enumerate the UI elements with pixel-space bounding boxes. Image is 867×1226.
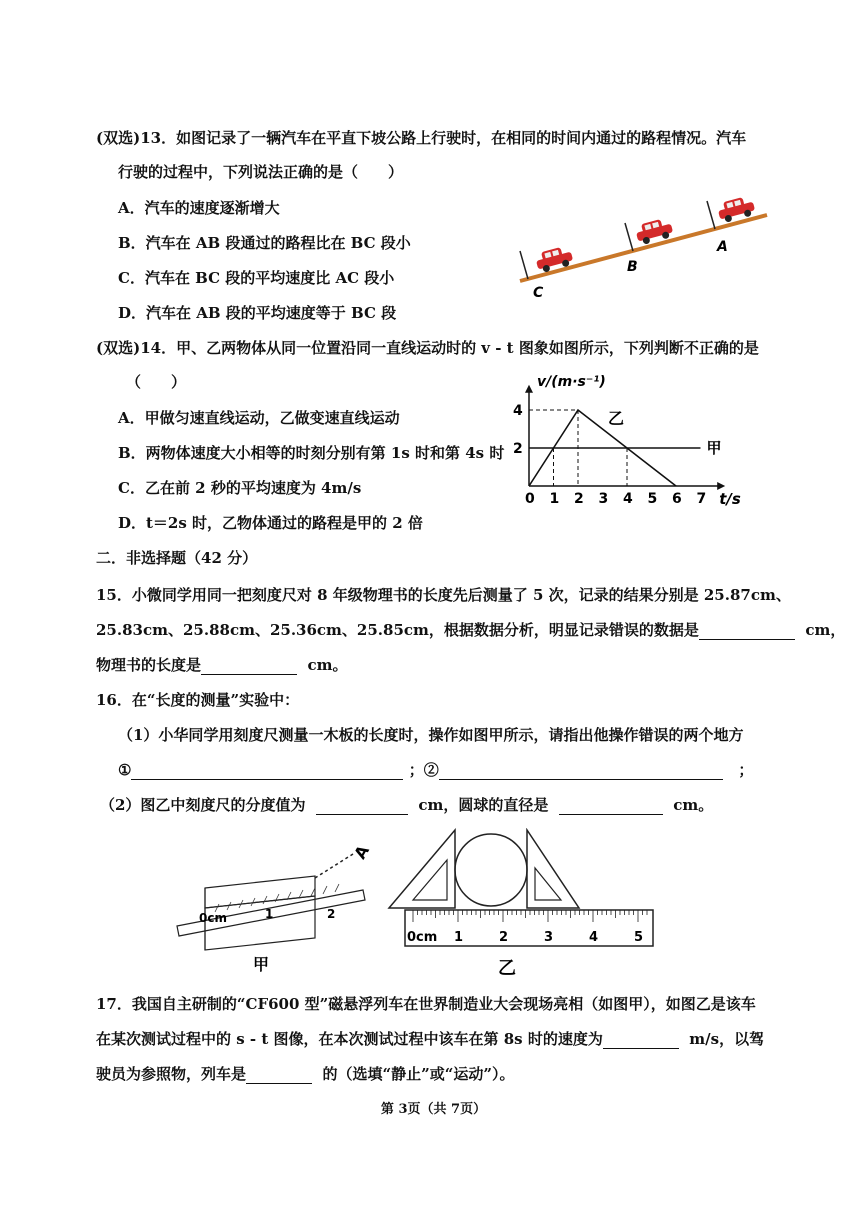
x-tick-label-3: 3 <box>598 491 609 507</box>
q13-option-a: A．汽车的速度逐渐增大 <box>118 199 280 217</box>
q15-line2-text: 25.83cm、25.88cm、25.36cm、25.85cm，根据数据分析，明显记录错误的数据是 <box>96 621 699 639</box>
y-axis-label: v/(m·s⁻¹) <box>537 374 606 390</box>
q14-vt-chart <box>505 368 765 513</box>
x-tick-label-7: 7 <box>696 491 707 507</box>
q16-p2 <box>100 795 713 815</box>
q13-option-c: C．汽车在 BC 段的平均速度比 AC 段小 <box>118 269 395 287</box>
x-tick-label-5: 5 <box>647 491 658 507</box>
q17-line1: 17．我国自主研制的“CF600 型”磁悬浮列车在世界制造业大会现场亮相（如图甲），如图乙是该车 <box>96 995 756 1013</box>
q16-sep: ；② <box>408 761 439 779</box>
q15-line2 <box>96 620 845 640</box>
q16-figure-jia <box>175 838 375 978</box>
ruler-yi-ticks <box>413 910 647 922</box>
pole-c <box>520 251 528 279</box>
q15-line1: 15．小微同学用同一把刻度尺对 8 年级物理书的长度先后测量了 5 次，记录的结果分别是 25.87cm、 <box>96 586 791 604</box>
q17-line2-text: 在某次测试过程中的 s - t 图像，在本次测试过程中该车在第 8s 时的速度为 <box>96 1030 603 1048</box>
q16-blank-error2[interactable] <box>439 763 723 780</box>
tick-4: 4 <box>589 930 599 945</box>
q14-option-c: C．乙在前 2 秒的平均速度为 4m/s <box>118 479 362 497</box>
q13-title-line1: (双选)13．如图记录了一辆汽车在平直下坡公路上行驶时，在相同的时间内通过的路程情况。汽车 <box>96 129 747 147</box>
tick-1: 1 <box>265 907 274 921</box>
tick-5: 5 <box>634 930 644 945</box>
q16-p2-c: cm。 <box>673 796 714 814</box>
y-tick-label-4: 4 <box>513 403 523 419</box>
ball <box>455 834 527 906</box>
series-label-jia: 甲 <box>706 439 722 457</box>
q16-p2-a: （2）图乙中刻度尺的分度值为 <box>100 796 306 814</box>
x-tick-label-4: 4 <box>623 491 633 507</box>
tick-2: 2 <box>499 930 509 945</box>
q17-line2 <box>96 1029 764 1049</box>
y-tick-label-2: 2 <box>513 441 523 457</box>
caption-yi: 乙 <box>498 958 516 978</box>
caption-jia: 甲 <box>253 955 270 974</box>
q17-line3-unit: 的（选填“静止”或“运动”）。 <box>322 1065 515 1083</box>
q14-title-line2: （ ） <box>126 373 187 391</box>
q14-title-line1: (双选)14．甲、乙两物体从同一位置沿同一直线运动时的 v - t 图象如图所示，下列判断不正确的是 <box>96 339 759 357</box>
q17-line2-unit: m/s，以驾 <box>689 1030 765 1048</box>
x-tick-label-1: 1 <box>549 491 560 507</box>
q14-option-b: B．两物体速度大小相等的时刻分别有第 1s 时和第 4s 时 <box>118 444 505 462</box>
x-tick-label-2: 2 <box>574 491 584 507</box>
tick-3: 3 <box>544 930 554 945</box>
q13-title-line2: 行驶的过程中，下列说法正确的是（ ） <box>118 163 404 181</box>
q16-p2-b: cm，圆球的直径是 <box>418 796 549 814</box>
pole-a <box>707 201 715 229</box>
q15-line2-unit: cm， <box>805 621 846 639</box>
label-a: A <box>717 239 728 255</box>
tick-0cm: 0cm <box>199 911 227 925</box>
label-c: C <box>533 285 544 301</box>
q13-option-b: B．汽车在 AB 段通过的路程比在 BC 段小 <box>118 234 411 252</box>
sight-line <box>315 854 353 878</box>
q17-blank-state[interactable] <box>246 1067 312 1084</box>
q16-blank-diameter[interactable] <box>559 798 663 815</box>
eye-label: A <box>350 841 373 863</box>
q16-figure-yi <box>383 828 663 978</box>
q16-title: 16．在“长度的测量”实验中： <box>96 691 300 709</box>
q16-end: ； <box>738 761 754 779</box>
series-label-yi: 乙 <box>608 409 625 428</box>
tick-2: 2 <box>327 907 336 921</box>
section2-title: 二．非选择题（42 分） <box>96 549 258 567</box>
q16-blank-division[interactable] <box>316 798 408 815</box>
q13-option-d: D．汽车在 AB 段的平均速度等于 BC 段 <box>118 304 397 322</box>
x-tick-label-0: 0 <box>525 491 535 507</box>
left-triangle <box>389 830 455 908</box>
q16-mark1: ① <box>118 761 132 779</box>
q14-option-a: A．甲做匀速直线运动，乙做变速直线运动 <box>118 409 400 427</box>
q15-line3 <box>96 655 347 675</box>
q15-line3-text: 物理书的长度是 <box>96 656 202 674</box>
pole-b <box>625 223 633 251</box>
q17-line3 <box>96 1064 514 1084</box>
q17-blank-speed[interactable] <box>603 1032 679 1049</box>
q15-blank-wrong-data[interactable] <box>699 623 795 640</box>
x-tick-label-6: 6 <box>672 491 682 507</box>
x-axis-label: t/s <box>719 490 741 508</box>
board-top <box>205 876 315 908</box>
page-footer: 第 3页（共 7页） <box>380 1102 487 1117</box>
q15-line3-unit: cm。 <box>307 656 348 674</box>
label-b: B <box>627 259 638 275</box>
q16-blank-error1[interactable] <box>131 763 403 780</box>
x-axis-arrow <box>717 482 725 490</box>
q14-option-d: D．t＝2s 时，乙物体通过的路程是甲的 2 倍 <box>118 514 423 532</box>
y-axis-arrow <box>525 385 533 393</box>
q16-p1: （1）小华同学用刻度尺测量一木板的长度时，操作如图甲所示，请指出他操作错误的两个地方 <box>118 726 744 744</box>
q16-answer-line <box>118 760 753 780</box>
q15-blank-book-length[interactable] <box>201 658 297 675</box>
tick-0cm: 0cm <box>407 930 438 945</box>
q13-car-figure <box>505 195 780 305</box>
q17-line3-text: 驶员为参照物，列车是 <box>96 1065 247 1083</box>
tick-1: 1 <box>454 930 464 945</box>
